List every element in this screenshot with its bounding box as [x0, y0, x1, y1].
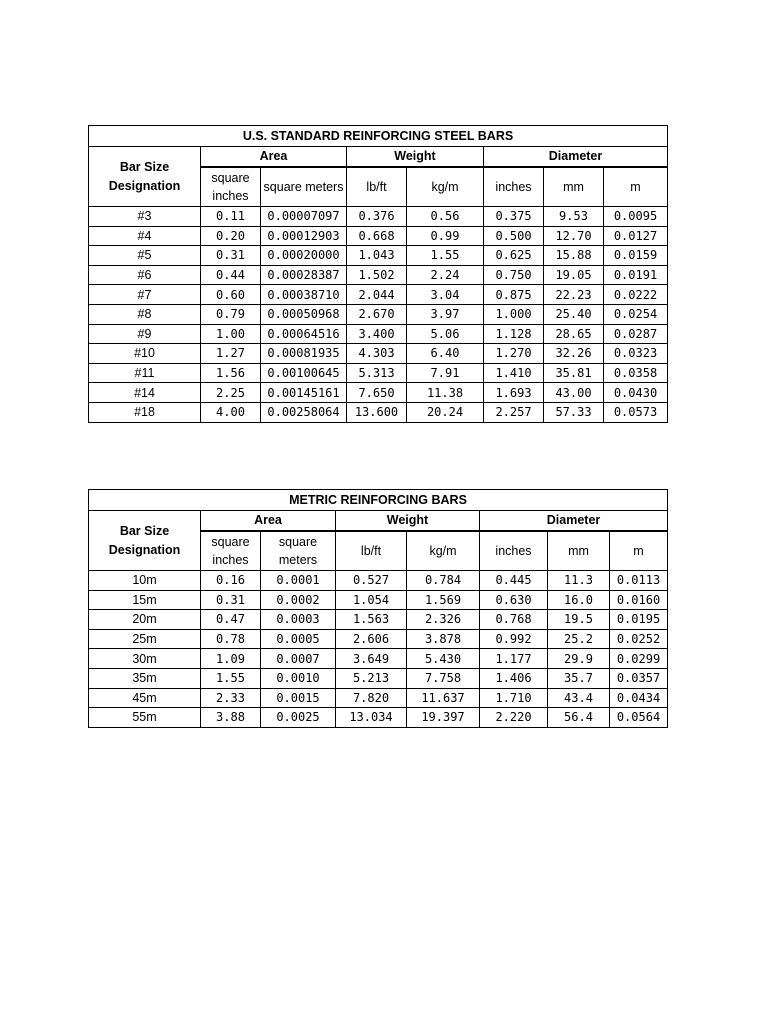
area-sq-in-cell: 0.47 [201, 610, 261, 630]
area-sq-in-cell: 0.44 [201, 265, 261, 285]
area-sq-m-cell: 0.00064516 [261, 324, 347, 344]
area-sq-m-cell: 0.0015 [261, 688, 336, 708]
weight-lb-ft-cell: 4.303 [347, 344, 407, 364]
table-row [89, 571, 668, 591]
table-row [89, 324, 668, 344]
unit-square-meters: square meters [261, 531, 336, 571]
weight-lb-ft-cell: 0.527 [336, 571, 407, 591]
diameter-mm-cell: 56.4 [548, 708, 610, 728]
weight-lb-ft-cell: 0.668 [347, 226, 407, 246]
diameter-mm-cell: 19.05 [544, 265, 604, 285]
table-row [89, 363, 668, 383]
table-row [89, 246, 668, 266]
area-sq-in-cell: 0.31 [201, 246, 261, 266]
diameter-mm-cell: 9.53 [544, 207, 604, 227]
diameter-group-header: Diameter [480, 511, 668, 531]
unit-kg-m: kg/m [407, 167, 484, 207]
diameter-mm-cell: 28.65 [544, 324, 604, 344]
bar-size-cell: 20m [89, 610, 201, 630]
diameter-mm-cell: 32.26 [544, 344, 604, 364]
diameter-m-cell: 0.0159 [604, 246, 668, 266]
area-sq-in-cell: 2.33 [201, 688, 261, 708]
weight-kg-m-cell: 0.784 [407, 571, 480, 591]
area-sq-in-cell: 1.00 [201, 324, 261, 344]
diameter-in-cell: 1.000 [484, 304, 544, 324]
weight-group-header: Weight [347, 147, 484, 167]
area-sq-in-cell: 1.56 [201, 363, 261, 383]
us-standard-rebar-table [88, 125, 668, 423]
diameter-in-cell: 1.177 [480, 649, 548, 669]
bar-size-cell: #7 [89, 285, 201, 305]
weight-kg-m-cell: 20.24 [407, 402, 484, 422]
diameter-in-cell: 0.630 [480, 590, 548, 610]
diameter-m-cell: 0.0191 [604, 265, 668, 285]
diameter-mm-cell: 15.88 [544, 246, 604, 266]
diameter-mm-cell: 35.7 [548, 668, 610, 688]
area-sq-in-cell: 0.79 [201, 304, 261, 324]
bar-size-cell: #14 [89, 383, 201, 403]
diameter-in-cell: 1.410 [484, 363, 544, 383]
weight-lb-ft-cell: 13.034 [336, 708, 407, 728]
unit-inches: inches [480, 531, 548, 571]
diameter-m-cell: 0.0252 [610, 629, 668, 649]
table-row [89, 649, 668, 669]
diameter-mm-cell: 29.9 [548, 649, 610, 669]
weight-lb-ft-cell: 1.563 [336, 610, 407, 630]
bar-size-cell: #8 [89, 304, 201, 324]
bar-size-cell: #9 [89, 324, 201, 344]
weight-kg-m-cell: 7.91 [407, 363, 484, 383]
diameter-mm-cell: 22.23 [544, 285, 604, 305]
weight-lb-ft-cell: 7.820 [336, 688, 407, 708]
area-sq-in-cell: 3.88 [201, 708, 261, 728]
area-sq-m-cell: 0.0010 [261, 668, 336, 688]
weight-lb-ft-cell: 2.044 [347, 285, 407, 305]
table-row [89, 688, 668, 708]
bar-size-header: Bar Size Designation [89, 147, 201, 207]
diameter-mm-cell: 25.2 [548, 629, 610, 649]
weight-kg-m-cell: 11.38 [407, 383, 484, 403]
diameter-in-cell: 0.768 [480, 610, 548, 630]
diameter-in-cell: 1.270 [484, 344, 544, 364]
area-sq-m-cell: 0.00050968 [261, 304, 347, 324]
weight-kg-m-cell: 5.430 [407, 649, 480, 669]
unit-square-meters: square meters [261, 167, 347, 207]
diameter-group-header: Diameter [484, 147, 668, 167]
bar-size-cell: 35m [89, 668, 201, 688]
weight-kg-m-cell: 3.878 [407, 629, 480, 649]
diameter-in-cell: 1.128 [484, 324, 544, 344]
unit-inches: inches [484, 167, 544, 207]
diameter-m-cell: 0.0358 [604, 363, 668, 383]
area-sq-m-cell: 0.0007 [261, 649, 336, 669]
table-row [89, 629, 668, 649]
bar-size-cell: #11 [89, 363, 201, 383]
weight-kg-m-cell: 3.97 [407, 304, 484, 324]
area-sq-in-cell: 1.27 [201, 344, 261, 364]
weight-lb-ft-cell: 13.600 [347, 402, 407, 422]
weight-kg-m-cell: 3.04 [407, 285, 484, 305]
diameter-mm-cell: 12.70 [544, 226, 604, 246]
diameter-mm-cell: 16.0 [548, 590, 610, 610]
table-row [89, 402, 668, 422]
diameter-m-cell: 0.0434 [610, 688, 668, 708]
diameter-in-cell: 1.693 [484, 383, 544, 403]
weight-lb-ft-cell: 3.649 [336, 649, 407, 669]
weight-lb-ft-cell: 2.670 [347, 304, 407, 324]
diameter-in-cell: 0.875 [484, 285, 544, 305]
bar-size-cell: 10m [89, 571, 201, 591]
diameter-in-cell: 2.257 [484, 402, 544, 422]
weight-lb-ft-cell: 2.606 [336, 629, 407, 649]
area-sq-m-cell: 0.0002 [261, 590, 336, 610]
diameter-in-cell: 0.445 [480, 571, 548, 591]
diameter-mm-cell: 57.33 [544, 402, 604, 422]
area-sq-m-cell: 0.00038710 [261, 285, 347, 305]
unit-m: m [604, 167, 668, 207]
weight-kg-m-cell: 11.637 [407, 688, 480, 708]
area-sq-in-cell: 1.55 [201, 668, 261, 688]
bar-size-header: Bar Size Designation [89, 511, 201, 571]
diameter-in-cell: 2.220 [480, 708, 548, 728]
unit-square-inches: square inches [201, 531, 261, 571]
table-row [89, 668, 668, 688]
diameter-in-cell: 1.710 [480, 688, 548, 708]
area-sq-in-cell: 0.20 [201, 226, 261, 246]
area-sq-m-cell: 0.0003 [261, 610, 336, 630]
area-sq-in-cell: 2.25 [201, 383, 261, 403]
diameter-mm-cell: 25.40 [544, 304, 604, 324]
diameter-in-cell: 0.750 [484, 265, 544, 285]
bar-size-cell: 15m [89, 590, 201, 610]
weight-kg-m-cell: 1.55 [407, 246, 484, 266]
bar-size-cell: #5 [89, 246, 201, 266]
area-sq-m-cell: 0.0025 [261, 708, 336, 728]
area-sq-in-cell: 0.11 [201, 207, 261, 227]
diameter-m-cell: 0.0127 [604, 226, 668, 246]
weight-kg-m-cell: 2.326 [407, 610, 480, 630]
diameter-in-cell: 0.992 [480, 629, 548, 649]
bar-size-cell: 30m [89, 649, 201, 669]
table-row [89, 590, 668, 610]
area-sq-in-cell: 0.60 [201, 285, 261, 305]
table-row [89, 344, 668, 364]
table-row [89, 708, 668, 728]
area-group-header: Area [201, 147, 347, 167]
area-sq-in-cell: 4.00 [201, 402, 261, 422]
weight-lb-ft-cell: 3.400 [347, 324, 407, 344]
diameter-mm-cell: 43.4 [548, 688, 610, 708]
diameter-m-cell: 0.0430 [604, 383, 668, 403]
weight-kg-m-cell: 1.569 [407, 590, 480, 610]
diameter-m-cell: 0.0573 [604, 402, 668, 422]
weight-kg-m-cell: 0.99 [407, 226, 484, 246]
unit-mm: mm [548, 531, 610, 571]
table-row [89, 304, 668, 324]
area-sq-m-cell: 0.00028387 [261, 265, 347, 285]
diameter-mm-cell: 11.3 [548, 571, 610, 591]
diameter-mm-cell: 19.5 [548, 610, 610, 630]
table-row [89, 265, 668, 285]
area-sq-m-cell: 0.00258064 [261, 402, 347, 422]
table-row [89, 610, 668, 630]
weight-kg-m-cell: 0.56 [407, 207, 484, 227]
weight-kg-m-cell: 6.40 [407, 344, 484, 364]
bar-size-cell: #4 [89, 226, 201, 246]
diameter-m-cell: 0.0195 [610, 610, 668, 630]
area-sq-in-cell: 0.78 [201, 629, 261, 649]
bar-size-cell: 55m [89, 708, 201, 728]
diameter-m-cell: 0.0357 [610, 668, 668, 688]
metric-rebar-table [88, 489, 668, 728]
weight-kg-m-cell: 2.24 [407, 265, 484, 285]
table-title: U.S. STANDARD REINFORCING STEEL BARS [89, 126, 668, 147]
area-group-header: Area [201, 511, 336, 531]
area-sq-in-cell: 1.09 [201, 649, 261, 669]
table-row [89, 207, 668, 227]
unit-m: m [610, 531, 668, 571]
bar-size-cell: 25m [89, 629, 201, 649]
area-sq-m-cell: 0.0001 [261, 571, 336, 591]
area-sq-in-cell: 0.16 [201, 571, 261, 591]
table-title: METRIC REINFORCING BARS [89, 490, 668, 511]
weight-lb-ft-cell: 5.213 [336, 668, 407, 688]
bar-size-cell: #3 [89, 207, 201, 227]
table-row [89, 285, 668, 305]
diameter-m-cell: 0.0113 [610, 571, 668, 591]
area-sq-m-cell: 0.00100645 [261, 363, 347, 383]
area-sq-m-cell: 0.00012903 [261, 226, 347, 246]
weight-lb-ft-cell: 5.313 [347, 363, 407, 383]
diameter-mm-cell: 43.00 [544, 383, 604, 403]
weight-kg-m-cell: 19.397 [407, 708, 480, 728]
area-sq-m-cell: 0.00145161 [261, 383, 347, 403]
bar-size-cell: #10 [89, 344, 201, 364]
diameter-in-cell: 0.375 [484, 207, 544, 227]
diameter-in-cell: 0.625 [484, 246, 544, 266]
bar-size-cell: #18 [89, 402, 201, 422]
diameter-m-cell: 0.0299 [610, 649, 668, 669]
area-sq-m-cell: 0.00081935 [261, 344, 347, 364]
diameter-m-cell: 0.0254 [604, 304, 668, 324]
bar-size-cell: 45m [89, 688, 201, 708]
diameter-m-cell: 0.0323 [604, 344, 668, 364]
weight-kg-m-cell: 5.06 [407, 324, 484, 344]
table-row [89, 226, 668, 246]
area-sq-m-cell: 0.0005 [261, 629, 336, 649]
diameter-m-cell: 0.0564 [610, 708, 668, 728]
unit-lb-ft: lb/ft [347, 167, 407, 207]
weight-lb-ft-cell: 1.054 [336, 590, 407, 610]
weight-lb-ft-cell: 7.650 [347, 383, 407, 403]
unit-square-inches: square inches [201, 167, 261, 207]
weight-lb-ft-cell: 1.043 [347, 246, 407, 266]
unit-kg-m: kg/m [407, 531, 480, 571]
diameter-m-cell: 0.0160 [610, 590, 668, 610]
diameter-in-cell: 1.406 [480, 668, 548, 688]
diameter-in-cell: 0.500 [484, 226, 544, 246]
diameter-m-cell: 0.0287 [604, 324, 668, 344]
bar-size-cell: #6 [89, 265, 201, 285]
diameter-mm-cell: 35.81 [544, 363, 604, 383]
weight-kg-m-cell: 7.758 [407, 668, 480, 688]
weight-lb-ft-cell: 1.502 [347, 265, 407, 285]
area-sq-m-cell: 0.00020000 [261, 246, 347, 266]
weight-lb-ft-cell: 0.376 [347, 207, 407, 227]
area-sq-in-cell: 0.31 [201, 590, 261, 610]
diameter-m-cell: 0.0222 [604, 285, 668, 305]
weight-group-header: Weight [336, 511, 480, 531]
unit-lb-ft: lb/ft [336, 531, 407, 571]
area-sq-m-cell: 0.00007097 [261, 207, 347, 227]
diameter-m-cell: 0.0095 [604, 207, 668, 227]
table-row [89, 383, 668, 403]
unit-mm: mm [544, 167, 604, 207]
